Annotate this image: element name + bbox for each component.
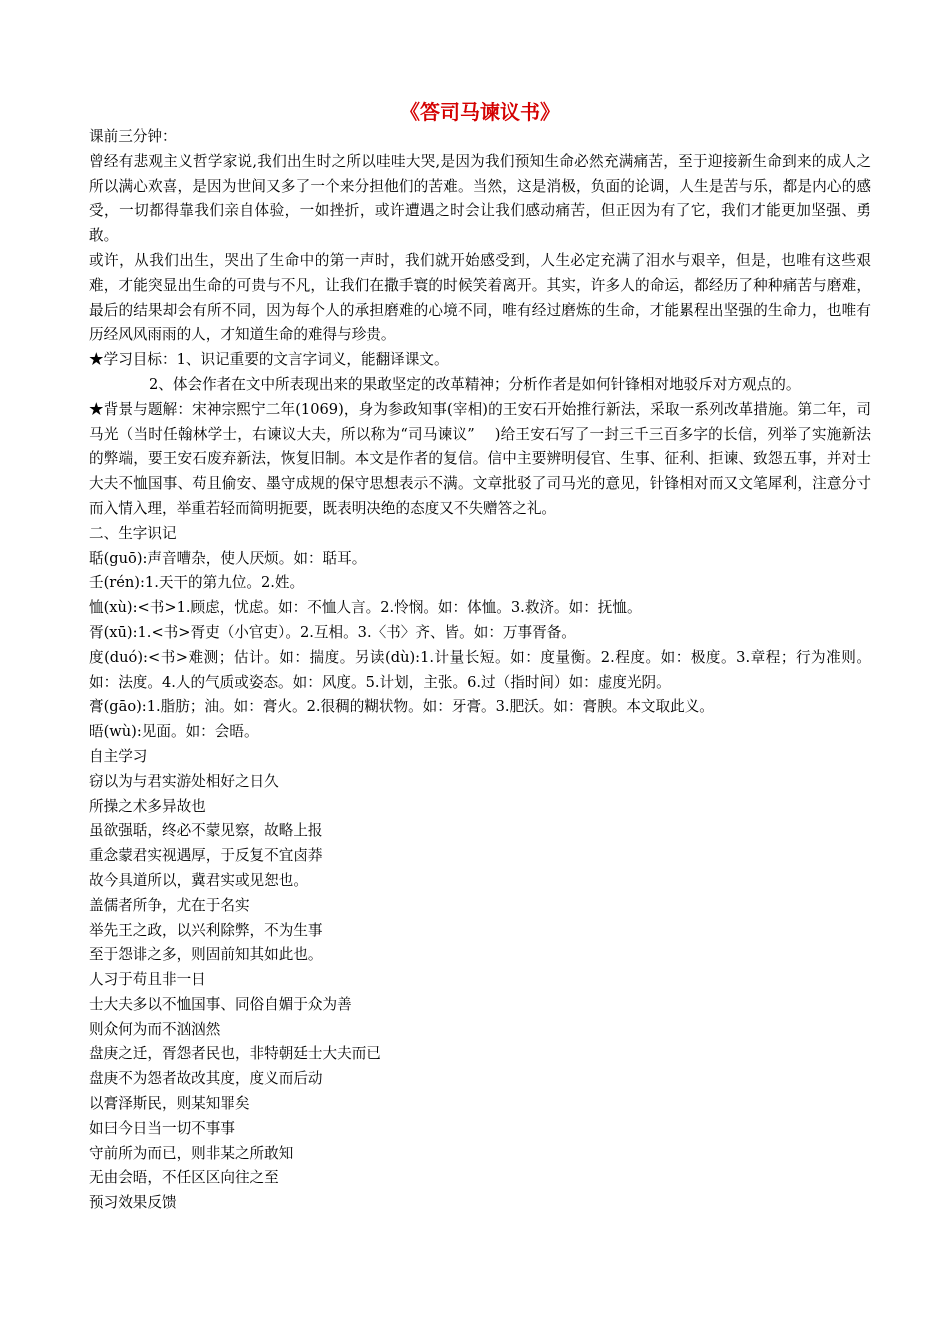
page-title: 《答司马谏议书》 [400, 100, 560, 124]
self-study-line: 则众何为而不汹汹然 [89, 1020, 221, 1038]
self-study-line: 虽欲强聒，终必不蒙见察，故略上报 [89, 822, 323, 840]
vocab-section-heading: 二、生字识记 [89, 524, 177, 542]
vocab-entry-ren: 壬(rén):1.天干的第九位。2.姓。 [89, 574, 305, 592]
self-study-line: 故今具道所以，冀君实或见恕也。 [89, 871, 308, 889]
vocab-entry-gao: 膏(gāo):1.脂肪；油。如：膏火。2.很稠的糊状物。如：牙膏。3.肥沃。如：膏腴。本文取此义。 [89, 698, 714, 716]
vocab-entry-wu: 晤(wù):见面。如：会晤。 [89, 723, 259, 741]
self-study-line: 无由会晤，不任区区向往之至 [89, 1169, 279, 1187]
self-study-line: 盘庚之迁，胥怨者民也，非特朝廷士大夫而已 [89, 1045, 381, 1063]
self-study-heading: 自主学习 [89, 747, 148, 765]
self-study-line: 窃以为与君实游处相好之日久 [89, 772, 279, 790]
learning-goals-line-1: ★学习目标：1、识记重要的文言字词义，能翻译课文。 [89, 351, 449, 369]
self-study-line: 士大夫多以不恤国事、同俗自媚于众为善 [89, 995, 352, 1013]
self-study-line: 人习于苟且非一日 [89, 971, 206, 989]
background-paragraph: ★背景与题解：宋神宗熙宁二年(1069)，身为参政知事(宰相)的王安石开始推行新法，采取一系列改革措施。第二年，司马光（当时任翰林学士，右谏议大夫，所以称为“司马谏议” )给王安石写了一封三千三百多字的长信，列举了实施新法的弊端，要王安石废弃新法，恢复旧制。本文是作者的复信。信中主要辨明侵官、生事、征利、拒谏、致怨五事，并对士大夫不恤国事、苟且偷安、墨守成规的保守思想表示不满。文章批驳了司马光的意见，针锋相对而又文笔犀利，注意分寸而入情入理，举重若轻而简明扼要，既表明决绝的态度又不失赠答之礼。 [89, 400, 871, 517]
intro-paragraph-2: 或许，从我们出生，哭出了生命中的第一声时，我们就开始感受到，人生必定充满了泪水与艰辛，但是，也唯有这些艰难，才能突显出生命的可贵与不凡，让我们在撒手寰的时候笑着离开。其实，许多人的命运，都经历了种种痛苦与磨难，最后的结果却会有所不同，因为每个人的承担磨难的心境不同，唯有经过磨炼的生命，才能累程出坚强的生命力，也唯有历经风风雨雨的人，才知道生命的难得与珍贵。 [89, 251, 871, 344]
self-study-line: 盘庚不为怨者故改其度，度义而后动 [89, 1070, 323, 1088]
self-study-line: 所操之术多异故也 [89, 797, 206, 815]
feedback-heading: 预习效果反馈 [89, 1194, 177, 1212]
self-study-line: 盖儒者所争，尤在于名实 [89, 896, 250, 914]
intro-paragraph-1: 曾经有悲观主义哲学家说,我们出生时之所以哇哇大哭,是因为我们预知生命必然充满痛苦，至于迎接新生命到来的成人之所以满心欢喜，是因为世间又多了一个来分担他们的苦难。当然，这是消极，负面的论调，人生是苦与乐，都是内心的感受，一切都得靠我们亲自体验，一如挫折，或许遭遇之时会让我们感动痛苦，但正因为有了它，我们才能更加坚强、勇敢。 [89, 152, 871, 245]
self-study-line: 举先王之政，以兴利除弊，不为生事 [89, 921, 323, 939]
self-study-line: 如曰今日当一切不事事 [89, 1119, 235, 1137]
intro-heading: 课前三分钟： [89, 128, 177, 145]
vocab-entry-xu2: 胥(xū):1.<书>胥吏（小官吏）。2.互相。3.〈书〉齐、皆。如：万事胥备。 [89, 623, 576, 641]
self-study-line: 守前所为而已，则非某之所敢知 [89, 1144, 294, 1162]
self-study-line: 重念蒙君实视遇厚，于反复不宜卤莽 [89, 847, 323, 865]
learning-goals-line-2: 2、体会作者在文中所表现出来的果敢坚定的改革精神；分析作者是如何针锋相对地驳斥对方观点的。 [149, 375, 801, 393]
self-study-line: 以膏泽斯民，则某知罪矣 [89, 1095, 250, 1113]
vocab-entry-xu: 恤(xù):<书>1.顾虑，忧虑。如：不恤人言。2.怜悯。如：体恤。3.救济。如：抚恤。 [89, 599, 642, 617]
vocab-entry-gua: 聒(guō):声音嘈杂，使人厌烦。如：聒耳。 [89, 549, 367, 567]
document-body [89, 125, 871, 1216]
vocab-entry-duo: 度(duó):<书>难测；估计。如：揣度。另读(dù):1.计量长短。如：度量衡。2.程度。如：极度。3.章程；行为准则。如：法度。4.人的气质或姿态。如：风度。5.计划，主张。6.过（指时间）如：虚度光阴。 [89, 648, 871, 691]
self-study-line: 至于怨诽之多，则固前知其如此也。 [89, 946, 323, 964]
